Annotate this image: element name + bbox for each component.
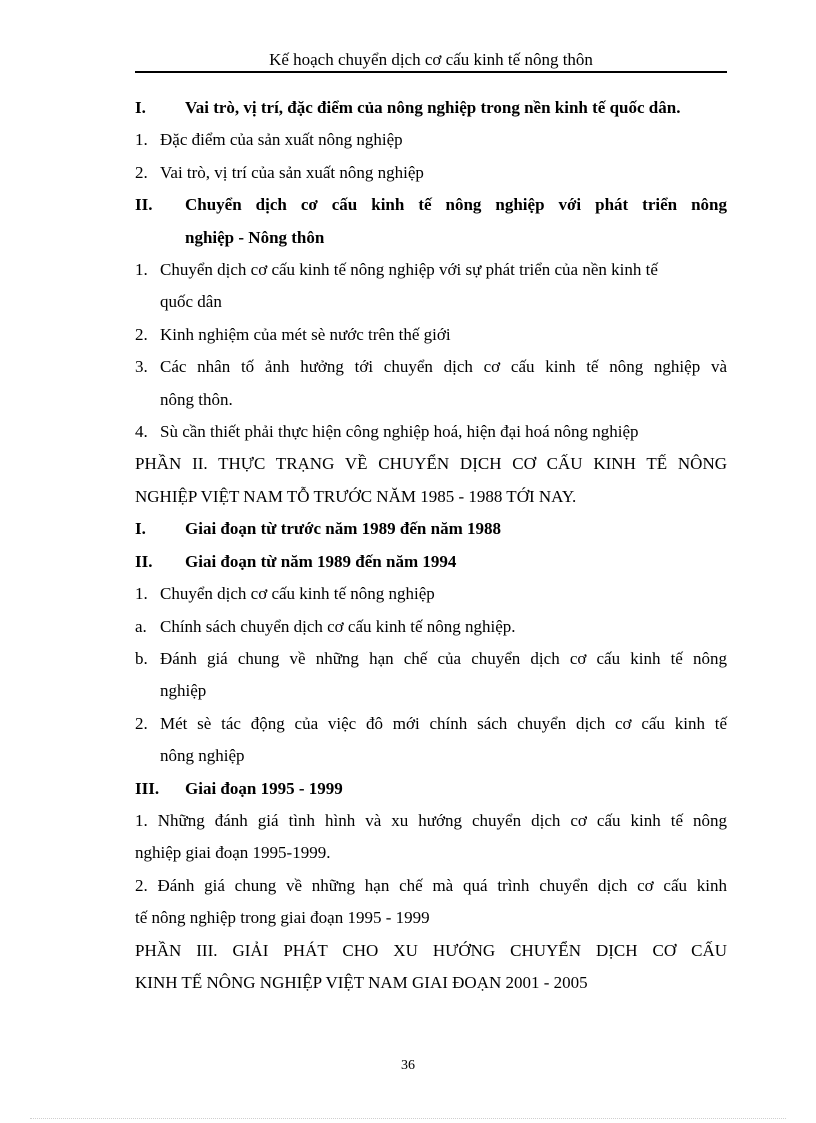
toc-section-title: Giai đoạn 1995 - 1999 (185, 778, 343, 798)
toc-item-number: 2. (135, 324, 148, 344)
toc-item-continued: tế nông nghiệp trong giai đoạn 1995 - 1999 (135, 908, 430, 928)
page-edge-divider (30, 1118, 786, 1119)
toc-section-title: Chuyển dịch cơ cấu kinh tế nông nghiệp với phát triển nông (185, 195, 727, 215)
toc-item-number: 2. (135, 162, 148, 182)
toc-item-number: 3. (135, 357, 148, 377)
toc-item (135, 578, 727, 610)
toc-section-number: I. (135, 98, 146, 117)
toc-item-text: Mét sè tác động của việc đô mới chính sách chuyển dịch cơ cấu kinh tế (160, 713, 727, 733)
toc-item (135, 254, 727, 286)
toc-section-heading (135, 773, 727, 805)
toc-item-text: Đặc điểm của sản xuất nông nghiệp (160, 130, 403, 150)
page-number: 36 (401, 1058, 415, 1073)
toc-item-text: Kinh nghiệm của mét sè nước trên thế giới (160, 324, 451, 344)
toc-item (135, 708, 727, 740)
toc-item (135, 157, 727, 189)
toc-section-number: II. (135, 551, 153, 571)
toc-item-number: 2. (135, 713, 148, 733)
toc-item-continued: nông nghiệp (160, 746, 245, 766)
toc-item (135, 611, 727, 643)
toc-item (135, 351, 727, 383)
toc-item: 1. Những đánh giá tình hình và xu hướng chuyển dịch cơ cấu kinh tế nông (135, 810, 727, 830)
toc-item: 2. Đánh giá chung về những hạn chế mà quá trình chuyển dịch cơ cấu kinh (135, 875, 727, 895)
toc-section-heading (135, 92, 727, 124)
toc-section-heading (135, 546, 727, 578)
toc-section-title: Vai trò, vị trí, đặc điểm của nông nghiệp trong nền kinh tế quốc dân. (185, 98, 681, 117)
toc-item-number: 1. (135, 584, 148, 604)
toc-item-number: a. (135, 616, 147, 636)
toc-section-title: Giai đoạn từ trước năm 1989 đến năm 1988 (185, 519, 501, 539)
toc-item-text: Sù cần thiết phải thực hiện công nghiệp hoá, hiện đại hoá nông nghiệp (160, 422, 639, 442)
toc-item (135, 319, 727, 351)
toc-item-number: b. (135, 648, 148, 668)
toc-item-number: 1. (135, 130, 148, 150)
toc-part-heading-continued: KINH TẾ NÔNG NGHIỆP VIỆT NAM GIAI ĐOẠN 2001 - 2005 (135, 972, 588, 992)
toc-item-continued: nghiệp giai đoạn 1995-1999. (135, 843, 331, 863)
header-rule (135, 71, 727, 73)
toc-item-number: 1. (135, 260, 148, 280)
toc-item (135, 124, 727, 156)
toc-item-text: Đánh giá chung về những hạn chế của chuyển dịch cơ cấu kinh tế nông (160, 648, 727, 668)
toc-section-number: II. (135, 195, 153, 215)
toc-part-heading-continued: NGHIỆP VIỆT NAM TỖ TRƯỚC NĂM 1985 - 1988 TỚI NAY. (135, 486, 577, 506)
toc-item (135, 643, 727, 675)
toc-part-heading: PHẦN II. THỰC TRẠNG VỀ CHUYỂN DỊCH CƠ CẤU KINH TẾ NÔNG (135, 454, 727, 474)
toc-section-number: I. (135, 519, 146, 539)
toc-item-text: Các nhân tố ảnh hưởng tới chuyển dịch cơ cấu kinh tế nông nghiệp và (160, 357, 727, 377)
toc-item-text: Chính sách chuyển dịch cơ cấu kinh tế nông nghiệp. (160, 616, 516, 636)
toc-section-heading-continued: nghiệp - Nông thôn (185, 227, 325, 247)
toc-section-heading (135, 189, 727, 221)
toc-item-text: Vai trò, vị trí của sản xuất nông nghiệp (160, 162, 424, 182)
toc-item (135, 416, 727, 448)
table-of-contents (135, 92, 727, 999)
toc-item-number: 4. (135, 422, 148, 442)
toc-section-heading (135, 513, 727, 545)
toc-item-text: Chuyển dịch cơ cấu kinh tế nông nghiệp với sự phát triển của nền kinh tế (160, 260, 658, 280)
running-header: Kế hoạch chuyển dịch cơ cấu kinh tế nông thôn (269, 50, 593, 69)
toc-item-continued: nghiệp (160, 681, 207, 701)
toc-part-heading: PHẦN III. GIẢI PHÁT CHO XU HƯỚNG CHUYỂN DỊCH CƠ CẤU (135, 940, 727, 960)
toc-item-text: Chuyển dịch cơ cấu kinh tế nông nghiệp (160, 584, 435, 604)
toc-item-continued: nông thôn. (160, 389, 233, 409)
toc-section-title: Giai đoạn từ năm 1989 đến năm 1994 (185, 551, 457, 571)
toc-section-number: III. (135, 778, 160, 798)
toc-item-continued: quốc dân (160, 292, 222, 312)
